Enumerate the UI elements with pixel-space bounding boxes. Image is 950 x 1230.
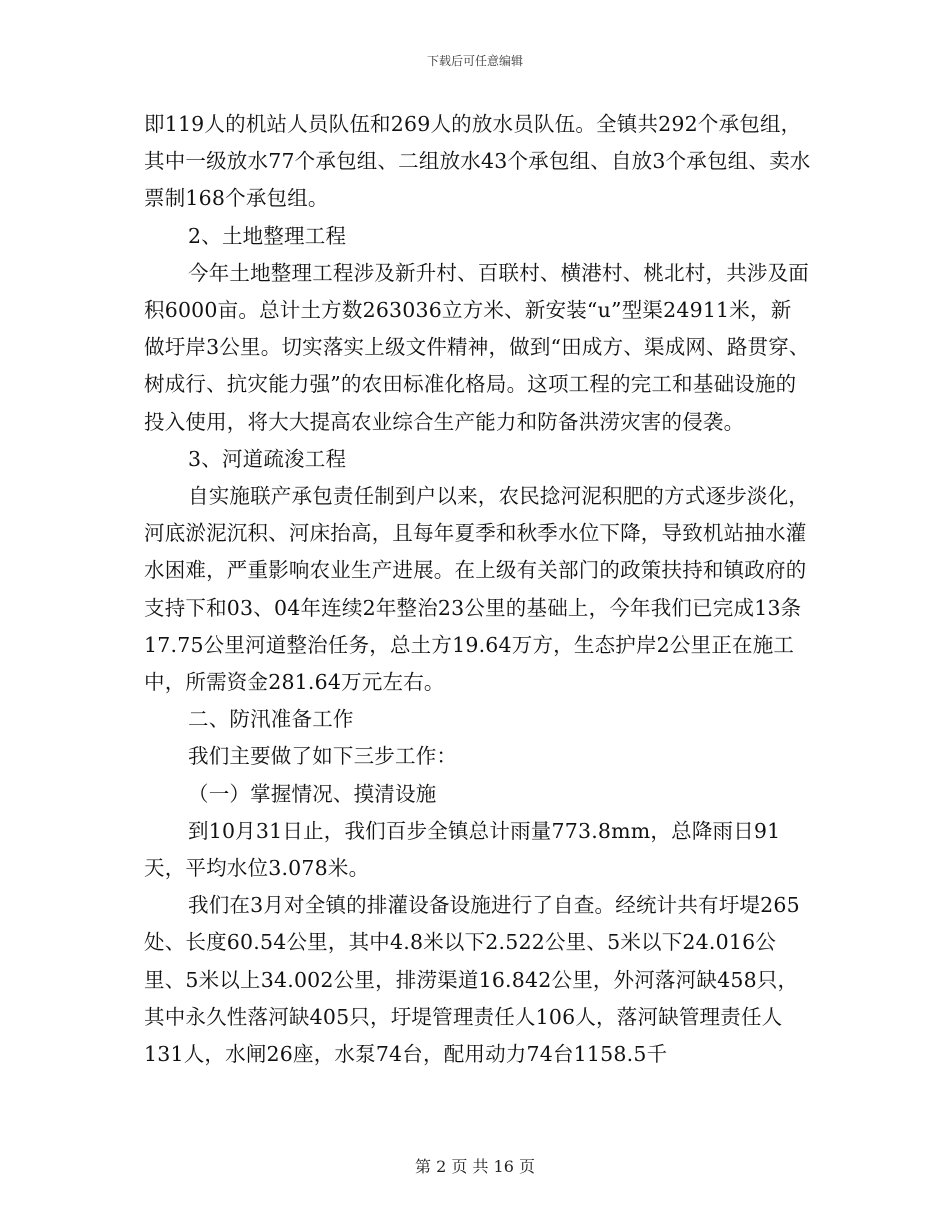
paragraph: 自实施联产承包责任制到户以来，农民捻河泥积肥的方式逐步淡化，河底淤泥沉积、河床抬高，且每年夏季和秋季水位下降，导致机站抽水灌水困难，严重影响农业生产进展。在上级有关部门的政策扶持和镇政府的支持下和03、04年连续2年整治23公里的基础上，今年我们已完成13条17.75公里河道整治任务，总土方19.64万方，生态护岸2公里正在施工中，所需资金281.64万元左右。 <box>144 484 809 695</box>
subsection-heading: （一）掌握情况、摸清设施 <box>188 781 437 806</box>
header-note: 下载后可任意编辑 <box>426 54 523 68</box>
body-text <box>144 106 812 1073</box>
paragraph: 我们主要做了如下三步工作： <box>188 744 458 769</box>
paragraph: 今年土地整理工程涉及新升村、百联村、横港村、桃北村，共涉及面积6000亩。总计土方数263036立方米、新安装“u”型渠24911米，新做圩岸3公里。切实落实上级文件精神，做到“田成方、渠成网、路贯穿、树成行、抗灾能力强”的农田标准化格局。这项工程的完工和基础设施的投入使用，将大大提高农业综合生产能力和防备洪涝灾害的侵袭。 <box>144 260 810 434</box>
paragraph: 即119人的机站人员队伍和269人的放水员队伍。全镇共292个承包组，其中一级放水77个承包组、二组放水43个承包组、自放3个承包组、卖水票制168个承包组。 <box>144 112 811 211</box>
page-number: 第 2 页 共 16 页 <box>415 1157 535 1176</box>
paragraph: 到10月31日止，我们百步全镇总计雨量773.8mm，总降雨日91天，平均水位3.078米。 <box>144 818 781 881</box>
section-heading: 2、土地整理工程 <box>188 223 347 248</box>
paragraph: 我们在3月对全镇的排灌设备设施进行了自查。经统计共有圩堤265处、长度60.54公里，其中4.8米以下2.522公里、5米以下24.016公里、5米以上34.002公里，排涝渠道16.842公里，外河落河缺458只，其中永久性落河缺405只，圩堤管理责任人106人，落河缺管理责任人131人，水闸26座，水泵74台，配用动力74台1158.5千 <box>144 893 800 1067</box>
section-heading: 3、河道疏浚工程 <box>188 446 347 471</box>
section-heading: 二、防汛准备工作 <box>188 707 354 732</box>
